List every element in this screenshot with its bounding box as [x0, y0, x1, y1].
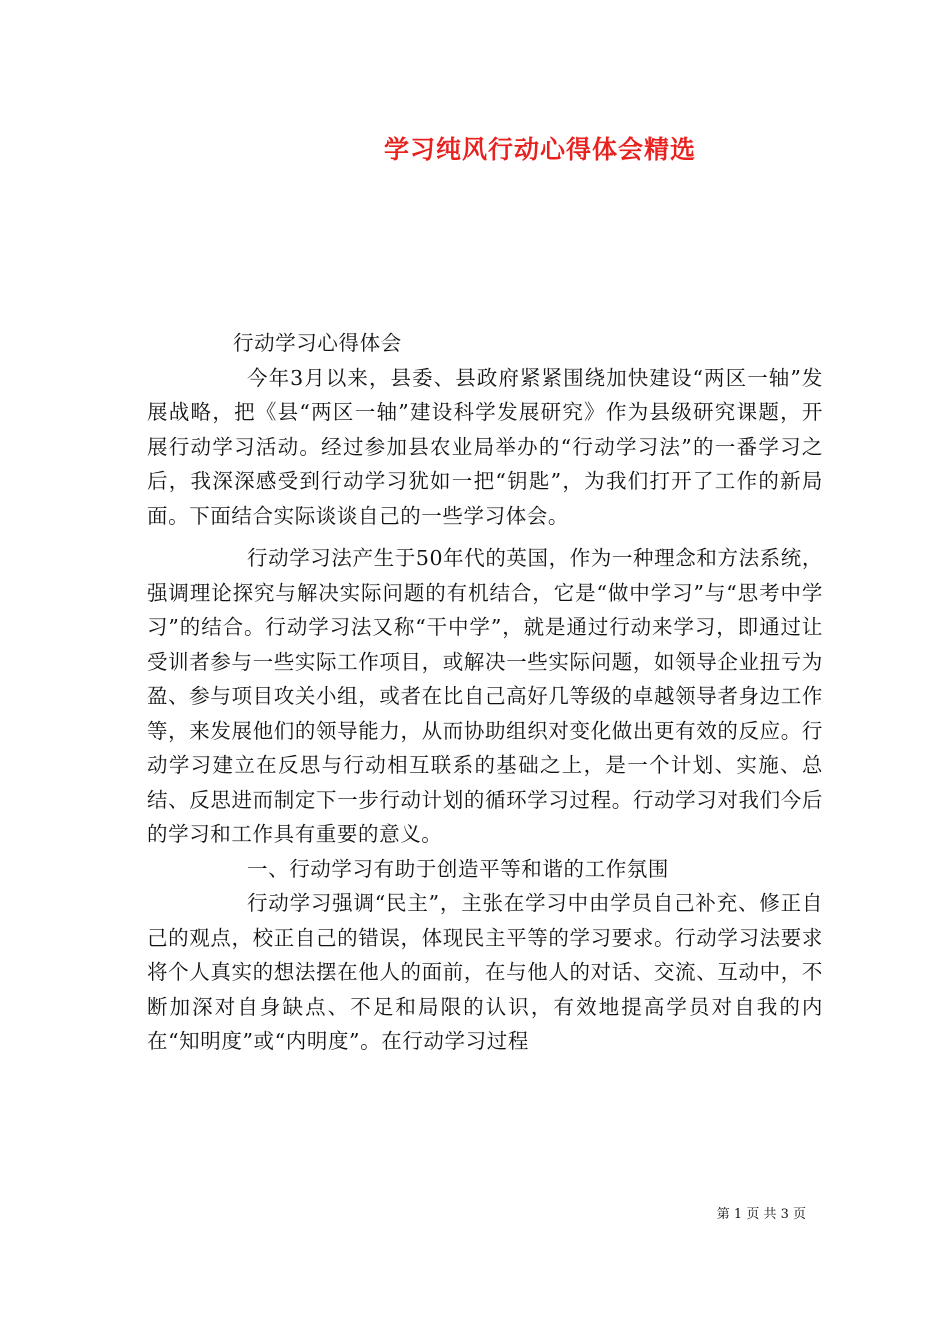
paragraph-section-1: 行动学习强调“民主”，主张在学习中由学员自己补充、修正自己的观点，校正自己的错误，体现民主平等的学习要求。行动学习法要求将个人真实的想法摆在他人的面前，在与他人的对话、交流、互动中，不断加深对自身缺点、不足和局限的认识，有效地提高学员对自我的内在“知明度”或“内明度”。在行动学习过程	[147, 891, 823, 1053]
page-number: 第 1 页 共 3 页	[716, 1207, 806, 1222]
section-heading-1: 一、行动学习有助于创造平等和谐的工作氛围	[247, 856, 669, 881]
document-body	[147, 326, 823, 1059]
paragraph-intro: 今年3月以来，县委、县政府紧紧围绕加快建设“两区一轴”发展战略，把《县“两区一轴”建设科学发展研究》作为县级研究课题，开展行动学习活动。经过参加县农业局举办的“行动学习法”的一番学习之后，我深深感受到行动学习犹如一把“钥匙”，为我们打开了工作的新局面。下面结合实际谈谈自己的一些学习体会。	[147, 365, 823, 528]
article-heading: 行动学习心得体会	[233, 331, 402, 355]
document-title: 学习纯风行动心得体会精选	[383, 135, 696, 164]
paragraph-definition: 行动学习法产生于50年代的英国，作为一种理念和方法系统，强调理论探究与解决实际问题的有机结合，它是“做中学习”与“思考中学习”的结合。行动学习法又称“干中学”，就是通过行动来学习，即通过让受训者参与一些实际工作项目，或解决一些实际问题，如领导企业扭亏为盈、参与项目攻关小组，或者在比自己高好几等级的卓越领导者身边工作等，来发展他们的领导能力，从而协助组织对变化做出更有效的反应。行动学习建立在反思与行动相互联系的基础之上，是一个计划、实施、总结、反思进而制定下一步行动计划的循环学习过程。行动学习对我们今后的学习和工作具有重要的意义。	[147, 546, 823, 846]
